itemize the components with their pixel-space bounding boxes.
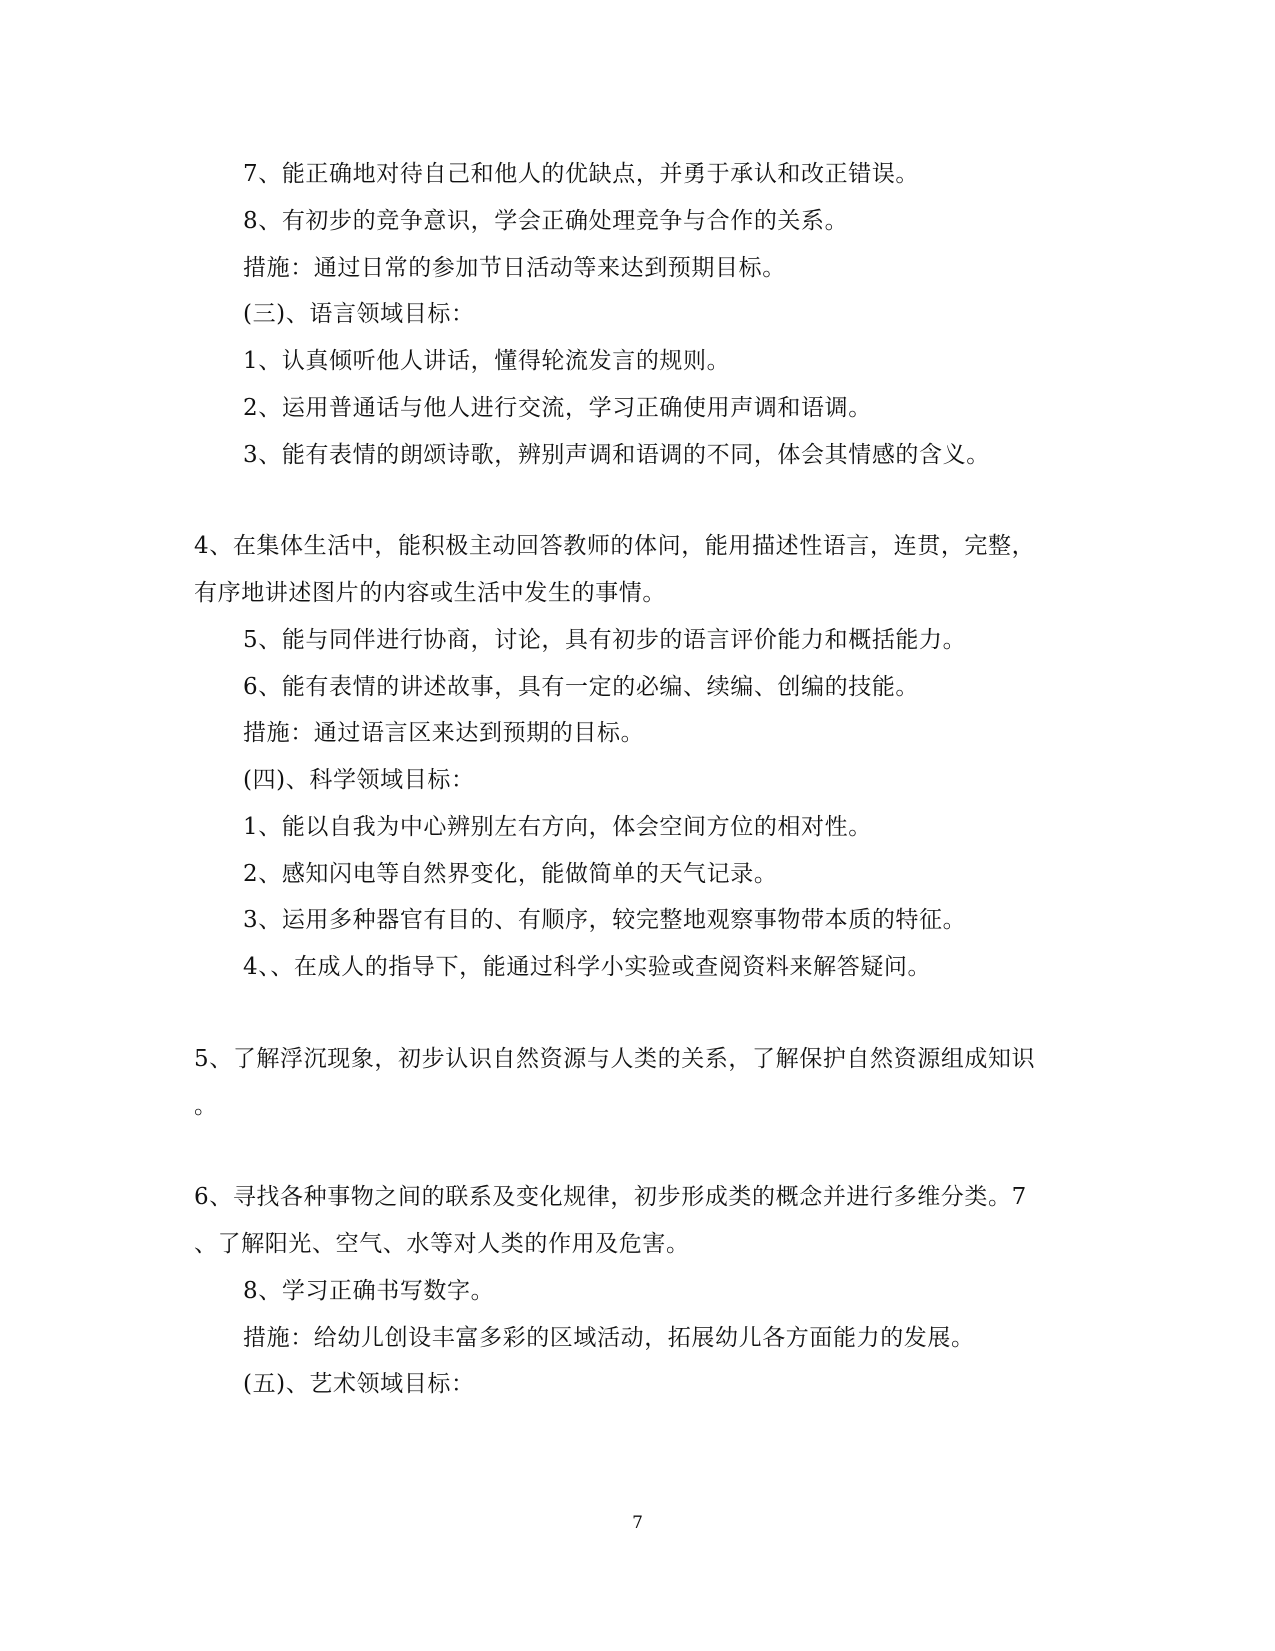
paragraph-line: 、了解阳光、空气、水等对人类的作用及危害。 (194, 1231, 690, 1257)
paragraph-line: 8、学习正确书写数字。 (243, 1278, 495, 1304)
paragraph-line: 4、在集体生活中，能积极主动回答教师的体问，能用描述性语言，连贯，完整， (194, 533, 1036, 559)
section-heading: (五)、艺术领域目标： (243, 1371, 475, 1397)
paragraph-line: 有序地讲述图片的内容或生活中发生的事情。 (194, 580, 666, 606)
paragraph-line: 7、能正确地对待自己和他人的优缺点，并勇于承认和改正错误。 (243, 161, 920, 187)
paragraph-line: 措施：给幼儿创设丰富多彩的区域活动，拓展幼儿各方面能力的发展。 (243, 1325, 975, 1351)
paragraph-line: 3、运用多种器官有目的、有顺序，较完整地观察事物带本质的特征。 (243, 907, 967, 933)
paragraph-line: 2、运用普通话与他人进行交流，学习正确使用声调和语调。 (243, 395, 872, 421)
paragraph-line: 6、能有表情的讲述故事，具有一定的必编、续编、创编的技能。 (243, 674, 920, 700)
paragraph-line: 3、能有表情的朗颂诗歌，辨别声调和语调的不同，体会其情感的含义。 (243, 442, 990, 468)
paragraph-line: 。 (194, 1093, 218, 1119)
paragraph-line: 1、能以自我为中心辨别左右方向，体会空间方位的相对性。 (243, 814, 872, 840)
paragraph-line: 1、认真倾听他人讲话，懂得轮流发言的规则。 (243, 348, 731, 374)
paragraph-line: 措施：通过日常的参加节日活动等来达到预期目标。 (243, 255, 786, 281)
paragraph-line: 2、感知闪电等自然界变化，能做简单的天气记录。 (243, 861, 778, 887)
paragraph-line: 5、了解浮沉现象，初步认识自然资源与人类的关系，了解保护自然资源组成知识 (194, 1046, 1036, 1072)
paragraph-line: 5、能与同伴进行协商，讨论，具有初步的语言评价能力和概括能力。 (243, 627, 967, 653)
paragraph-line: 4、、在成人的指导下，能通过科学小实验或查阅资料来解答疑问。 (243, 954, 932, 980)
page-number: 7 (632, 1513, 643, 1533)
paragraph-line: 6、寻找各种事物之间的联系及变化规律，初步形成类的概念并进行多维分类。7 (194, 1184, 1027, 1210)
paragraph-line: 8、有初步的竞争意识，学会正确处理竞争与合作的关系。 (243, 208, 849, 234)
section-heading: (三)、语言领域目标： (243, 301, 475, 327)
section-heading: (四)、科学领域目标： (243, 767, 475, 793)
paragraph-line: 措施：通过语言区来达到预期的目标。 (243, 720, 645, 746)
